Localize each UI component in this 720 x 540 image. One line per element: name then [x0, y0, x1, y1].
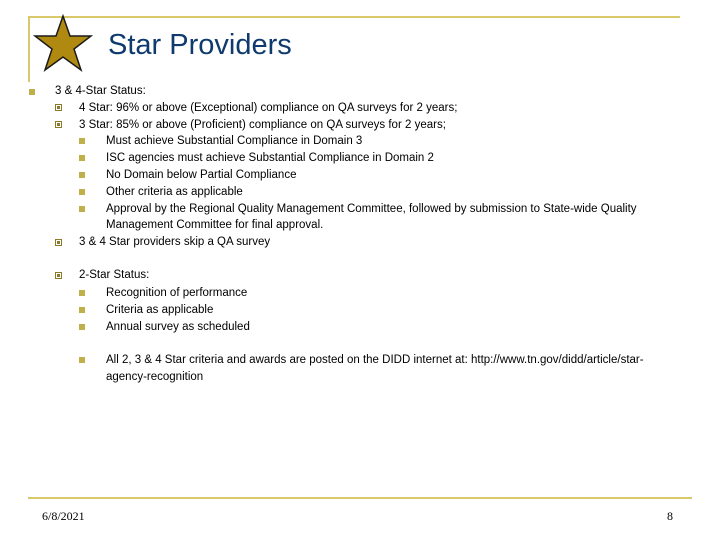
left-rule [28, 16, 30, 82]
bullet-icon [55, 239, 62, 246]
bullet-icon [55, 272, 62, 279]
list-item: Approval by the Regional Quality Management Committee, followed by submission to State-wide Quality [106, 203, 637, 215]
top-rule [28, 16, 680, 18]
list-item: 4 Star: 96% or above (Exceptional) compliance on QA surveys for 2 years; [79, 102, 458, 114]
list-item: Criteria as applicable [106, 304, 214, 316]
list-item: All 2, 3 & 4 Star criteria and awards are posted on the DIDD internet at: http://www.tn.gov/didd/article/star- [106, 354, 644, 366]
list-item: 3 & 4 Star providers skip a QA survey [79, 236, 271, 248]
bullet-icon [55, 121, 62, 128]
list-item: 3 & 4-Star Status: [55, 85, 146, 97]
bullet-icon [79, 307, 85, 313]
list-item-continuation: Management Committee for final approval. [106, 219, 324, 231]
list-item: Annual survey as scheduled [106, 321, 250, 333]
bullet-icon [79, 357, 85, 363]
bullet-icon [79, 206, 85, 212]
bottom-rule [28, 497, 692, 499]
list-item: Recognition of performance [106, 287, 248, 299]
list-item: 3 Star: 85% or above (Proficient) compliance on QA surveys for 2 years; [79, 119, 446, 131]
bullet-icon [79, 324, 85, 330]
bullet-icon [79, 155, 85, 161]
list-item: Must achieve Substantial Compliance in Domain 3 [106, 135, 363, 147]
footer-date: 6/8/2021 [42, 509, 85, 523]
list-item: Other criteria as applicable [106, 186, 243, 198]
star-icon [33, 14, 93, 72]
bullet-icon [79, 290, 85, 296]
page-number: 8 [667, 509, 673, 523]
bullet-icon [79, 189, 85, 195]
bullet-icon [79, 138, 85, 144]
list-item: No Domain below Partial Compliance [106, 169, 297, 181]
bullet-icon [29, 89, 35, 95]
list-item: 2-Star Status: [79, 269, 150, 281]
slide-title: Star Providers [108, 29, 292, 61]
bullet-icon [79, 172, 85, 178]
list-item: ISC agencies must achieve Substantial Compliance in Domain 2 [106, 152, 434, 164]
bullet-icon [55, 104, 62, 111]
list-item-continuation: agency-recognition [106, 371, 204, 383]
